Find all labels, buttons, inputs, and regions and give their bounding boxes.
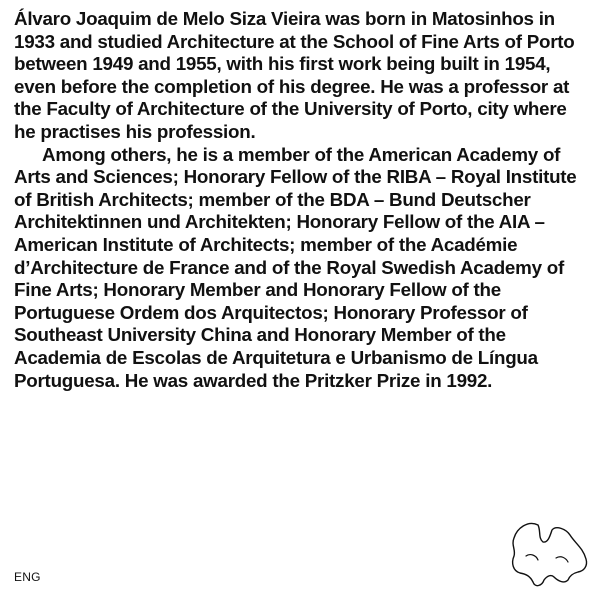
sketch-outline-logo-icon [508,516,592,590]
biography-paragraph-2: Among others, he is a member of the American Academy of Arts and Sciences; Honorary Fellow of the RIBA – Royal Institute of British Architects; member of the BDA – Bund Deutscher Architektinnen und Architekten; Honorary Fellow of the AIA – American Institute of Architects; member of the Académie d’Architecture de France and of the Royal Swedish Academy of Fine Arts; Honorary Member and Honorary Fellow of the Portuguese Ordem dos Arquitectos; Honorary Professor of Southeast University China and Honorary Member of the Academia de Escolas de Arquitetura e Urbanismo de Língua Portuguesa. He was awarded the Pritzker Prize in 1992. [14,143,577,391]
biography-paragraph-1: Álvaro Joaquim de Melo Siza Vieira was born in Matosinhos in 1933 and studied Architecture at the School of Fine Arts of Porto between 1949 and 1955, with his first work being built in 1954, even before the completion of his degree. He was a professor at the Faculty of Architecture of the University of Porto, city where he practises his profession. [14,8,575,142]
language-switch[interactable]: ENG [14,570,41,584]
biography-text [14,8,590,392]
